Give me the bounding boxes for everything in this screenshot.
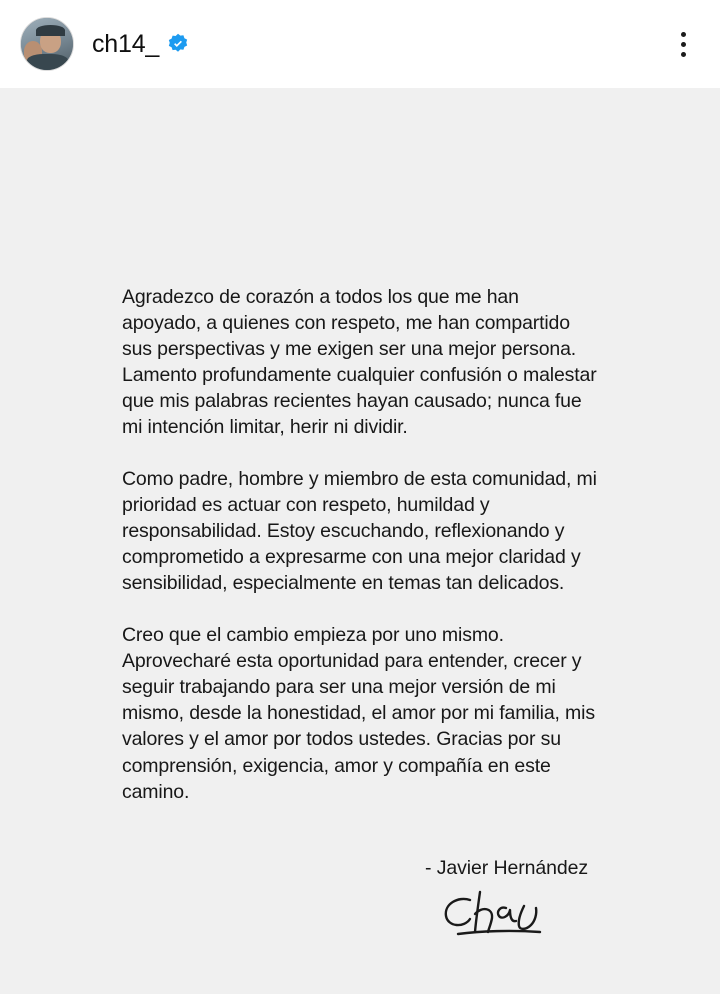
username-label[interactable]: ch14_ [92, 29, 160, 58]
statement-image [0, 88, 720, 994]
avatar[interactable] [20, 17, 74, 71]
handwritten-signature-icon [122, 888, 602, 946]
more-dot [681, 52, 686, 57]
post-header [0, 0, 720, 88]
statement-paragraph: Como padre, hombre y miembro de esta comunidad, mi prioridad es actuar con respeto, humildad y responsabilidad. Estoy escuchando, reflexionando y comprometido a expresarme con una mejor claridad y sensibilidad, especialmente en temas tan delicados. [122, 468, 597, 595]
statement-text-block [122, 284, 602, 946]
statement-paragraph: Creo que el cambio empieza por uno mismo. Aprovecharé esta oportunidad para entender, crecer y seguir trabajando para ser una mejor versión de mi mismo, desde la honestidad, el amor por mi familia, mis valores y el amor por todos ustedes. Gracias por su comprensión, exigencia, amor y compañía en este camino. [122, 624, 595, 803]
more-dot [681, 42, 686, 47]
statement-signoff: - Javier Hernández [425, 856, 588, 879]
verified-badge-icon [167, 33, 189, 55]
avatar-body [27, 54, 68, 70]
avatar-cap [36, 25, 65, 35]
more-options-icon[interactable] [668, 22, 698, 66]
account-info[interactable] [92, 29, 189, 58]
more-dot [681, 32, 686, 37]
statement-paragraph: Agradezco de corazón a todos los que me han apoyado, a quienes con respeto, me han compartido sus perspectivas y me exigen ser una mejor persona. Lamento profundamente cualquier confusión o malestar que mis palabras recientes hayan causado; nunca fue mi intención limitar, herir ni dividir. [122, 286, 597, 439]
